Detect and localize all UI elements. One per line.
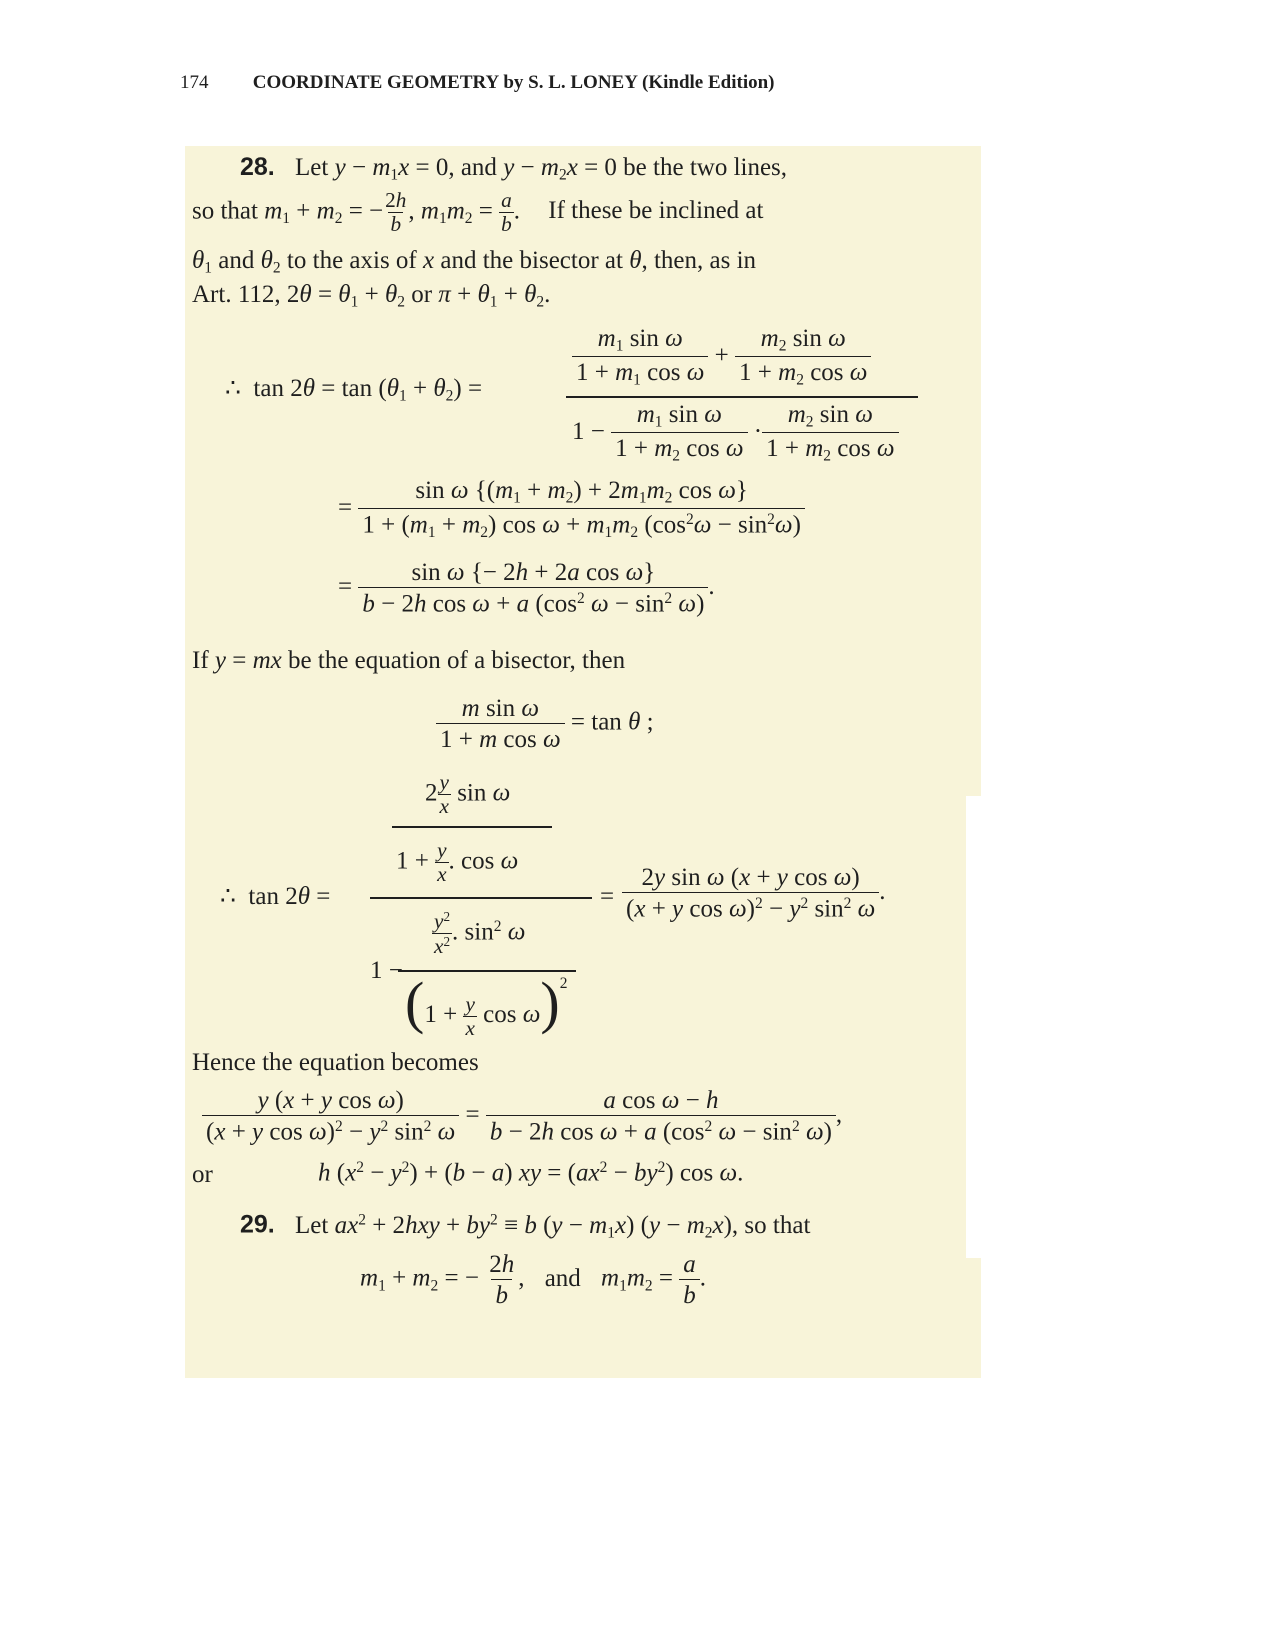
page-number: 174 [180,72,209,93]
ex28-eq5-main-bar [370,897,592,899]
ex28-eq5-num-den: 1 + $\frac{y}{x}$ . cos ω [396,838,519,887]
ex28-eq5-den-num: $\frac{y^2}{x^2}$ . $\sin^2 \omega$ [434,909,526,959]
ex29-eq1: $m_1 + m_2$ = − $\frac{2h}{b}$ , and $m_1m_2$ = $\frac{a}{b}$ . [360,1251,707,1309]
ex28-eq5-one-minus: 1 − [370,957,403,984]
ex28-eq1-fraction-bar [566,396,918,398]
ex28-line4: Art. 112, $2\theta = \theta_1 + \theta_2$ or $\pi + \theta_1 + \theta_2$. [192,281,551,311]
ex28-eq3: = $\frac{\text{sin ω \{− 2h + 2a cos ω\}}}{b - 2h \cos \omega + a (\cos^2 \omega - \sin^2 \omega)}$ . [338,559,715,618]
ex28-eq7: h $(x^2 - y^2) + (b - a)$ xy = $(ax^2 - by^2)$ cos ω. [318,1159,744,1187]
ex28-eq2: = $\frac{\sin \omega \{(m_1 + m_2) + 2m_1m_2 \cos \omega\}}{1 + (m_1 + m_2) \cos \omega + m_1m_2 (\cos^2\omega - \sin^2\omega)}$ [338,478,805,541]
ex28-eq5-num-num: 2 $\frac{y}{x}$ sin ω [425,770,511,819]
ex28-line6: Hence the equation becomes [192,1049,479,1076]
running-title: COORDINATE GEOMETRY by S. L. LONEY (Kindle Edition) [252,72,775,93]
ex29-number: 29. [240,1210,275,1239]
ex28-eq5-equals: = [600,883,615,910]
ex28-eq1-lhs: ∴ $\tan 2\theta = \tan (\theta_1 + \theta_2)$ = [225,375,483,405]
or-word: or [192,1161,213,1188]
ex28-line3: $\theta_1$ and $\theta_2$ to the axis of x and the bisector at θ, then, as in [192,247,757,277]
ex28-eq4: $\frac{\text{m sin ω}}{\text{1 + m cos ω}}$ = tan θ ; [436,696,654,752]
ex28-eq1-numerator: $\frac{m_1 \sin \omega}{1 + m_1 \cos \omega}$ + $\frac{m_2 \sin \omega}{1 + m_2 \cos \omega}$ [572,326,871,388]
ex28-line5: If y = mx be the equation of a bisector, then [192,647,626,674]
scan-edge [966,796,986,1258]
ex28-eq5-inner-bar-1 [392,826,552,828]
ex29-line1: 29. Let $ax^2 + 2hxy + by^2 \equiv b$ $(y - m_1x)$ $(y - m_2x)$, so that [240,1210,811,1242]
ex28-eq6: $\frac{\text{y (x + y cos ω)}}{(x + y \cos \omega)^2 - y^2 \sin^2 \omega}$ = $\frac{\text{a cos ω − h}}{b - 2h \cos \omega + a (\cos^2 \omega - \sin^2 \omega)}$ , [202,1088,842,1145]
page-header [180,72,775,94]
ex28-line2: so that $m_1 + m_2$ = − $\frac{2h}{b}$ , $m_1m_2$ = $\frac{a}{b}$ . If these be inclined at [192,188,764,237]
ex28-number: 28. [240,153,275,181]
ex28-line1: 28. Let $y - m_1x = 0$, and $y - m_2x = 0$ be the two lines, [240,153,788,184]
ex28-eq1-denominator: 1 − $\frac{m_1 \sin \omega}{1 + m_2 \cos \omega}$ · $\frac{m_2 \sin \omega}{1 + m_2 \cos \omega}$ [572,402,899,464]
ex28-eq5-den-den: (1 + $\frac{y}{x}$ cos ω)$^2$ [405,970,568,1040]
ex28-eq5-lhs: ∴ tan 2θ = [220,883,331,910]
ex28-eq5-rhs: $\frac{\text{2y sin ω (x + y cos ω)}}{(x + y \cos \omega)^2 - y^2 \sin^2 \omega}$ . [622,865,886,922]
